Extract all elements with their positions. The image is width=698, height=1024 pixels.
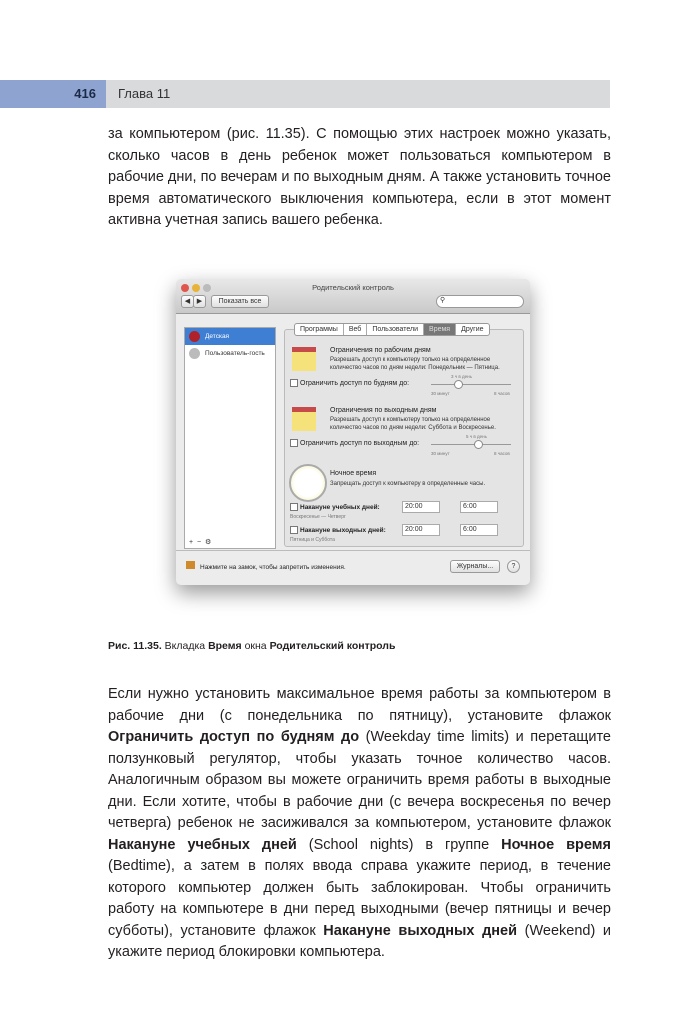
school-nights-checkbox[interactable] (290, 503, 380, 512)
account-item[interactable] (185, 345, 275, 362)
bold-text: Накануне учебных дней (108, 836, 297, 853)
bold-text: Ограничить доступ по будням до (108, 729, 360, 745)
tab-people[interactable]: Пользователи (367, 324, 424, 335)
school-nights-days: Воскресенье — Четверг (290, 514, 346, 520)
bedtime-desc: Запрещать доступ к компьютеру в определенные часы. (330, 481, 486, 487)
text: (Weekend) и укажите период блокировки компьютера. (108, 922, 611, 960)
bold-text: Накануне выходных дней (323, 922, 518, 939)
weekday-slider[interactable] (431, 384, 511, 385)
lock-icon[interactable] (186, 561, 195, 569)
paragraph-2 (108, 684, 611, 964)
weekday-value: 3 ч в день (451, 374, 472, 379)
search-input[interactable] (436, 295, 524, 308)
weekend-checkbox[interactable] (290, 439, 419, 448)
weekday-checkbox-label: Ограничить доступ по будням до: (300, 380, 410, 387)
bold-text: Ночное время (501, 836, 611, 853)
lock-text: Нажмите на замок, чтобы запретить изменения. (200, 564, 346, 571)
avatar (189, 348, 200, 359)
weekend-slider-handle[interactable] (474, 440, 483, 449)
account-item[interactable] (185, 328, 275, 345)
weekday-desc: Разрешать доступ к компьютеру только на определенное количество часов по дням недели: Понедельник — Пятница. (330, 357, 500, 371)
slider-max: 8 часов (494, 451, 510, 456)
calendar-icon (292, 347, 316, 371)
weekend-slider[interactable] (431, 444, 511, 445)
account-tools[interactable]: + − ⚙ (189, 539, 212, 546)
weekend-to-input[interactable]: 6:00 (460, 524, 498, 536)
account-list (184, 327, 276, 549)
figure-caption (108, 640, 395, 652)
tab-bar (294, 323, 490, 336)
slider-max: 8 часов (494, 391, 510, 396)
weekend-title: Ограничения по выходным дням (330, 407, 437, 414)
weekend-value: 5 ч в день (466, 434, 487, 439)
tab-web[interactable]: Веб (344, 324, 368, 335)
text: (Bedtime), а затем в полях ввода справа укажите период, в течение которого компьютер должен быть заблокирован. Чтобы ограничить работу на компьютере в дни перед выходными (вечер пятницы и вечер субботы), установите флажок (108, 858, 611, 939)
account-label: Пользователь-гость (205, 350, 265, 357)
school-nights-label: Накануне учебных дней: (300, 504, 380, 511)
logs-button[interactable]: Журналы... (450, 560, 500, 573)
caption-text: окна (241, 640, 270, 652)
show-all-button[interactable]: Показать все (211, 295, 269, 308)
caption-bold: Время (208, 640, 242, 652)
weekend-nights-checkbox[interactable] (290, 526, 386, 535)
parental-controls-window (176, 279, 530, 585)
caption-number: Рис. 11.35. (108, 640, 162, 652)
school-to-input[interactable]: 6:00 (460, 501, 498, 513)
paragraph-1: за компьютером (рис. 11.35). С помощью этих настроек можно указать, сколько часов в день ребенок может пользоваться компьютером в рабочие дни, по вечерам и по выходным дням. А также установить точное время автоматического выключения компьютера, если в этот момент активна учетная запись вашего ребенка. (108, 126, 611, 228)
page-number: 416 (0, 80, 106, 108)
calendar-icon (292, 407, 316, 431)
tab-other[interactable]: Другие (461, 326, 484, 333)
weekday-slider-handle[interactable] (454, 380, 463, 389)
slider-min: 30 минут (431, 391, 450, 396)
caption-text: Вкладка (161, 640, 209, 652)
weekday-title: Ограничения по рабочим дням (330, 347, 431, 354)
slider-min: 30 минут (431, 451, 450, 456)
text: (School nights) в группе (296, 836, 502, 853)
bottom-bar (176, 550, 530, 585)
weekend-nights-days: Пятница и Суббота (290, 537, 335, 543)
search-icon: ⚲ (440, 297, 446, 304)
chapter-title: Глава 11 (118, 86, 171, 101)
clock-icon (289, 464, 327, 502)
window-title: Родительский контроль (312, 283, 394, 292)
forward-button[interactable]: ▶ (193, 295, 206, 308)
weekend-nights-label: Накануне выходных дней: (300, 527, 386, 534)
weekend-checkbox-label: Ограничить доступ по выходным до: (300, 440, 420, 447)
help-button[interactable]: ? (507, 560, 520, 573)
weekday-checkbox[interactable] (290, 379, 409, 388)
text: (Weekday time limits) и перетащите ползунковый регулятор, чтобы указать точное количество часов. Аналогичным образом вы можете ограничить время работы в выходные дни. Если хотите, чтобы в рабочие дни (с вечера воскресенья по вечер четверга) ребенок не засиживался за компьютером, установите флажок (108, 729, 611, 831)
toolbar (176, 279, 530, 314)
caption-bold: Родительский контроль (269, 640, 396, 652)
avatar (189, 331, 200, 342)
weekend-from-input[interactable]: 20:00 (402, 524, 440, 536)
bedtime-title: Ночное время (330, 470, 377, 477)
account-label: Детская (205, 333, 230, 340)
tab-apps[interactable]: Программы (295, 324, 344, 335)
page-header (0, 80, 610, 108)
text: Если нужно установить максимальное время работы за компьютером в рабочие дни (с понедельника по пятницу), установите флажок (108, 686, 611, 724)
tab-time[interactable]: Время (424, 324, 456, 335)
back-button[interactable]: ◀ (181, 295, 194, 308)
weekend-desc: Разрешать доступ к компьютеру только на определенное количество часов по дням недели: Суббота и Воскресенье. (330, 417, 496, 431)
school-from-input[interactable]: 20:00 (402, 501, 440, 513)
